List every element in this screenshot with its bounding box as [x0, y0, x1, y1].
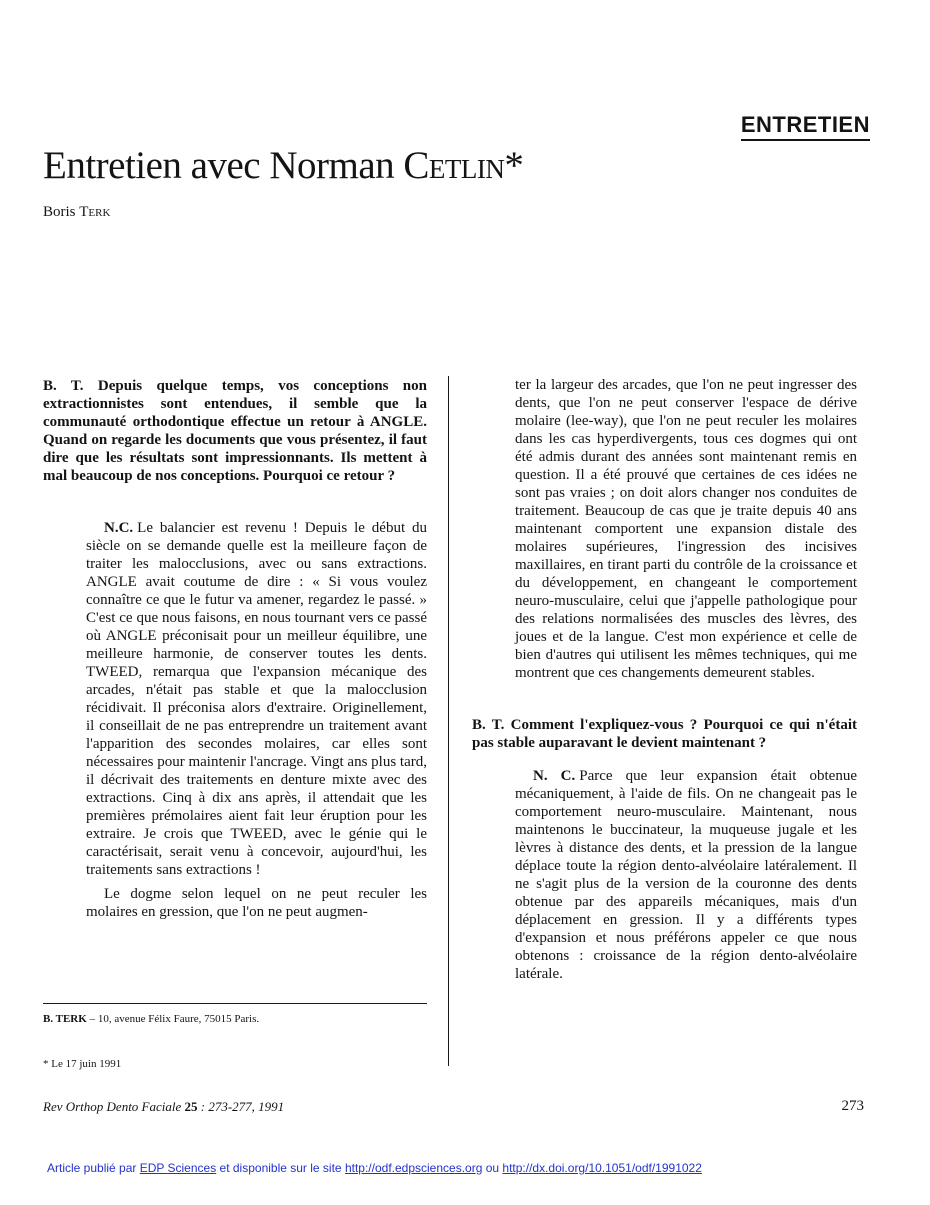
answer-1-paragraph-1: [86, 519, 427, 879]
right-column: [472, 376, 857, 983]
answer-2: [472, 767, 857, 983]
publisher-notice: [47, 1161, 702, 1175]
answer-2-lead: N. C.: [533, 768, 576, 784]
author-first: Boris: [43, 204, 80, 220]
byline: [43, 202, 110, 222]
footnote-rule: [43, 1003, 427, 1004]
answer-1-continued: [43, 885, 427, 921]
answer-2-text-1: Parce que leur expansion était obtenue mécaniquement, à l'aide de fils. On ne changeait pas le comportement neuro-musculaire. Maintenant, nous maintenons le buccinateur, la muqueuse jugale et les lèvres à distance des dents, et la pression de la langue déplace toute la région dento-alvéolaire latéralement. Il ne s'agit plus de la version de la couronne des dents obtenue par des appareils mécaniques, mais d'un déplacement en gression. Il y a différents types d'expansion et nous préférons appeler ce que nous obtenons : croissance de la région dento-alvéolaire latérale.: [515, 768, 857, 982]
title-footnote-mark: *: [504, 144, 524, 187]
page-number: 273: [841, 1098, 864, 1114]
article-title: [43, 142, 523, 190]
answer-1-continuation: [472, 376, 857, 682]
answer-1-lead: N.C.: [104, 520, 134, 536]
doi-link[interactable]: http://dx.doi.org/10.1051/odf/1991022: [502, 1161, 702, 1175]
pub-prefix: Article publié par: [47, 1161, 140, 1175]
answer-1-paragraph-2: Le dogme selon lequel on ne peut reculer les molaires en gression, que l'on ne peut augmen-: [86, 886, 427, 920]
date-footnote: * Le 17 juin 1991: [43, 1058, 122, 1070]
answer-1-text-1: Le balancier est revenu ! Depuis le début du siècle on se demande quelle est la meilleure façon de traiter les malocclusions, avec ou sans extractions. ANGLE avait coutume de dire : « Si vous voulez connaître ce que le futur va amener, regardez le passé. » C'est ce que nous faisons, en nous tournant vers ce passé où ANGLE préconisait pour un meilleur équilibre, une meilleure harmonie, de conserver toutes les dents. TWEED, remarqua que l'expansion mécanique des arcades, n'était pas stable et que la malocclusion récidivait. Il préconisa alors d'extraire. Originellement, il conseillait de ne pas entreprendre un traitement avant l'apparition des secondes molaires, car elles sont nécessaires pour maintenir l'ancrage. Vingt ans plus tard, il décrivait des traitements en denture mixte avec des extractions. Cinq à dix ans après, il attendait que les premières prémolaires aient fait leur éruption pour les extraire. Je crois que TWEED, avec le génie qui le caractérisait, serait venu à concevoir, aujourd'hui, les traitements sans extractions !: [86, 520, 428, 878]
column-divider: [448, 376, 449, 1066]
pub-middle: et disponible sur le site: [216, 1161, 345, 1175]
left-column: [43, 377, 427, 921]
journal-pages: : 273-277, 1991: [197, 1099, 285, 1114]
question-2: B. T. Comment l'expliquez-vous ? Pourquoi ce qui n'était pas stable auparavant le devient maintenant ?: [472, 717, 857, 751]
affiliation-address: – 10, avenue Félix Faure, 75015 Paris.: [86, 1013, 260, 1025]
answer-1-paragraph-2-cont: ter la largeur des arcades, que l'on ne peut ingresser des dents, que l'on ne peut conserver l'espace de dérive molaire (lee-way), que l'on ne peut reculer les molaires dans les cas hyperdivergents, tous ces dogmes qui ont été admis durant des années sont maintenant remis en question. Il a été prouvé que certaines de ces idées ne sont pas vraies ; on doit alors changer nos conduites de traitement. Beaucoup de cas que je traite depuis 40 ans maintenant comportent une expansion distale des molaires supérieures, l'ingression des incisives maxillaires, en tirant parti du contrôle de la croissance et du développement, en changeant le comportement neuro-musculaire, celui que j'appelle pathologique pour des relations normalisées des muscles des lèvres, des joues et de la langue. C'est mon expérience et celle de bien d'autres qui utilisent les mêmes techniques, qui me montrent que ces changements demeurent stables.: [515, 377, 857, 681]
section-tag: ENTRETIEN: [741, 112, 870, 141]
edp-sciences-link[interactable]: EDP Sciences: [139, 1161, 217, 1175]
question-1: B. T. Depuis quelque temps, vos conceptions non extractionnistes sont entendues, il semble que la communauté orthodontique effectue un retour à ANGLE. Quand on regarde les documents que vous présentez, il faut dire que les résultats sont impressionnants. Ils mettent à mal beaucoup de nos conceptions. Pourquoi ce retour ?: [43, 378, 427, 484]
affiliation-name: B. TERK: [43, 1013, 87, 1025]
journal-site-link[interactable]: http://odf.edpsciences.org: [344, 1161, 483, 1175]
answer-1: [43, 519, 427, 879]
answer-2-paragraph-1: [515, 767, 857, 983]
journal-name: Rev Orthop Dento Faciale: [43, 1099, 185, 1114]
title-name: Cetlin: [403, 144, 505, 187]
title-main: Entretien avec Norman: [43, 144, 404, 187]
journal-citation: [43, 1099, 284, 1115]
author-last: Terk: [79, 204, 111, 220]
pub-or: ou: [482, 1161, 503, 1175]
author-affiliation: [43, 1012, 259, 1026]
journal-volume: 25: [184, 1099, 198, 1114]
